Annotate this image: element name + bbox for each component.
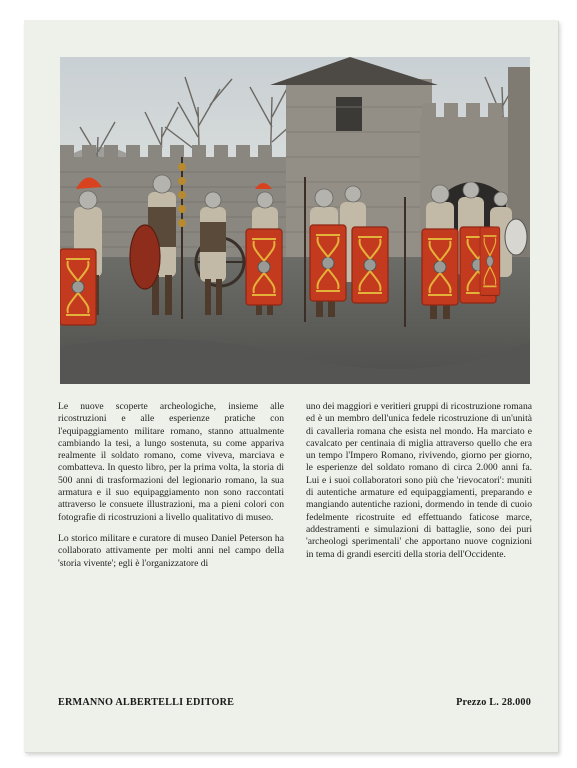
author-paragraph: Lo storico militare e curatore di museo Daniel Peterson ha collaborato attivamente per molti anni nel campo della 'storia vivente'; egli è l'organizzatore di (58, 532, 284, 569)
photo-illustration (60, 57, 530, 384)
author-paragraph-continued: uno dei maggiori e veritieri gruppi di ricostruzione romana ed è un membro dell'unica fedele ricostruzione di un'unità di cavalleria romana che esista nel mondo. Ha marciato e cavalcato per centinaia di miglia attraverso quello che era un tempo l'Impero Romano, rivivendo, giorno per giorno, le esperienze del soldato romano di circa 2.000 anni fa. Lui e i suoi collaboratori sono più che 'rievocatori': muniti di autentiche armature ed equipaggiamenti, preparando e mangiando autentiche razioni, dormendo in tende di cuoio fedelmente ricostruite ed effettuando faticose marce, addestramenti e simulazioni di battaglie, sono dei puri 'archeologi sperimentali' che apportano nuove cognizioni in tema di grandi eserciti della storia dell'Occidente. (306, 401, 532, 560)
intro-paragraph: Le nuove scoperte archeologiche, insieme alle ricostruzioni e alle esperienze pratiche con l'equipaggiamento militare romano, stanno attualmente cambiando la tesi, a lungo sostenuta, su come appariva realmente il soldato romano, come viveva, marciava e combatteva. In questo libro, per la prima volta, la storia di 500 anni di trasformazioni del legionario romano, la sua armatura e il suo equipaggiamento non sono raccontati attraverso le consuete illustrazioni, ma a pieni colori con fotografie di ricostruzioni a livello qualitativo di museo. (58, 401, 284, 523)
description-column-right (306, 401, 532, 570)
description-column-left (58, 401, 284, 579)
price-label: Prezzo L. 28.000 (456, 697, 531, 708)
publisher-name: ERMANNO ALBERTELLI EDITORE (58, 697, 235, 708)
cover-photo-roman-legionaries (60, 57, 530, 384)
